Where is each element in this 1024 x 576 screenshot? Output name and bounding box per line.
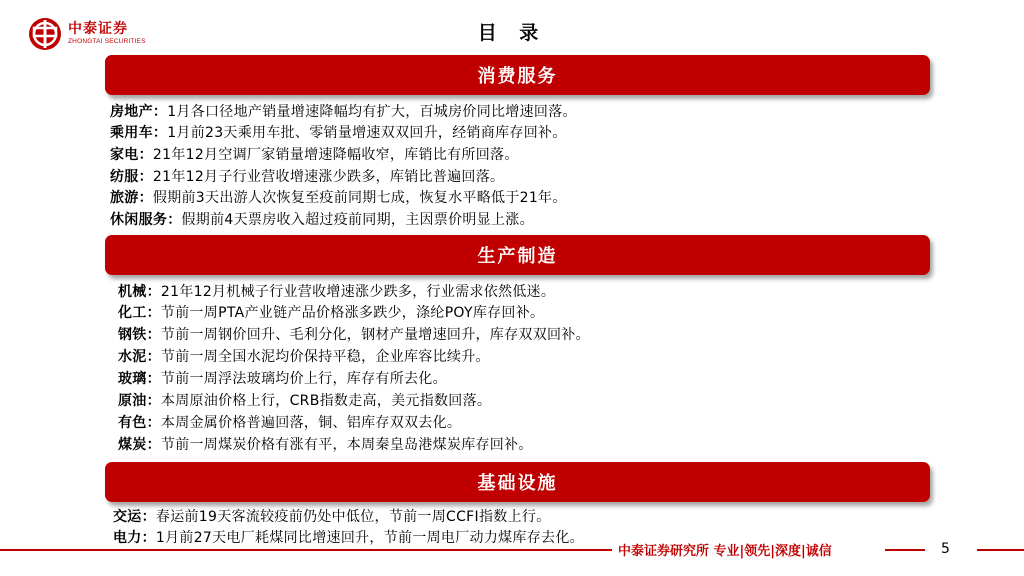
- list-item: 机械：21年12月机械子行业营收增速涨少跌多，行业需求依然低迷。: [118, 284, 556, 300]
- list-item: 原油：本周原油价格上行，CRB指数走高，美元指数回落。: [118, 393, 492, 409]
- footer-divider-right: [885, 549, 925, 551]
- section-banner-consumer: 消费服务: [105, 55, 930, 95]
- page-number: 5: [941, 541, 950, 557]
- list-item: 煤炭：节前一周煤炭价格有涨有平，本周秦皇岛港煤炭库存回补。: [118, 437, 533, 453]
- footer-divider-far: [977, 549, 1024, 551]
- list-item: 家电：21年12月空调厂家销量增速降幅收窄，库销比有所回落。: [110, 147, 519, 163]
- logo-text-cn: 中泰证券: [68, 21, 128, 37]
- logo-text-en: ZHONGTAI SECURITIES: [68, 38, 146, 45]
- list-item: 有色：本周金属价格普遍回落，铜、铝库存双双去化。: [118, 415, 462, 431]
- list-item: 房地产：1月各口径地产销量增速降幅均有扩大，百城房价同比增速回落。: [110, 104, 577, 120]
- section-banner-manufacturing: 生产制造: [105, 235, 930, 275]
- list-item: 乘用车：1月前23天乘用车批、零销量增速双双回升，经销商库存回补。: [110, 125, 567, 141]
- list-item: 交运：春运前19天客流较疫前仍处中低位，节前一周CCFI指数上行。: [113, 509, 551, 525]
- footer-slogan: 中泰证券研究所 专业|领先|深度|诚信: [618, 544, 832, 559]
- list-item: 钢铁：节前一周钢价回升、毛利分化，钢材产量增速回升，库存双双回补。: [118, 327, 590, 343]
- page-title: 目 录: [477, 22, 547, 44]
- list-item: 纺服：21年12月子行业营收增速涨少跌多，库销比普遍回落。: [110, 169, 505, 185]
- section-banner-infrastructure: 基础设施: [105, 462, 930, 502]
- list-item: 水泥：节前一周全国水泥均价保持平稳，企业库容比续升。: [118, 349, 490, 365]
- list-item: 玻璃：节前一周浮法玻璃均价上行，库存有所去化。: [118, 371, 447, 387]
- list-item: 旅游：假期前3天出游人次恢复至疫前同期七成，恢复水平略低于21年。: [110, 190, 567, 206]
- list-item: 化工：节前一周PTA产业链产品价格涨多跌少，涤纶POY库存回补。: [118, 305, 545, 321]
- footer-divider-left: [0, 549, 612, 551]
- list-item: 休闲服务：假期前4天票房收入超过疫前同期，主因票价明显上涨。: [110, 212, 534, 228]
- list-item: 电力：1月前27天电厂耗煤同比增速回升，节前一周电厂动力煤库存去化。: [113, 530, 584, 546]
